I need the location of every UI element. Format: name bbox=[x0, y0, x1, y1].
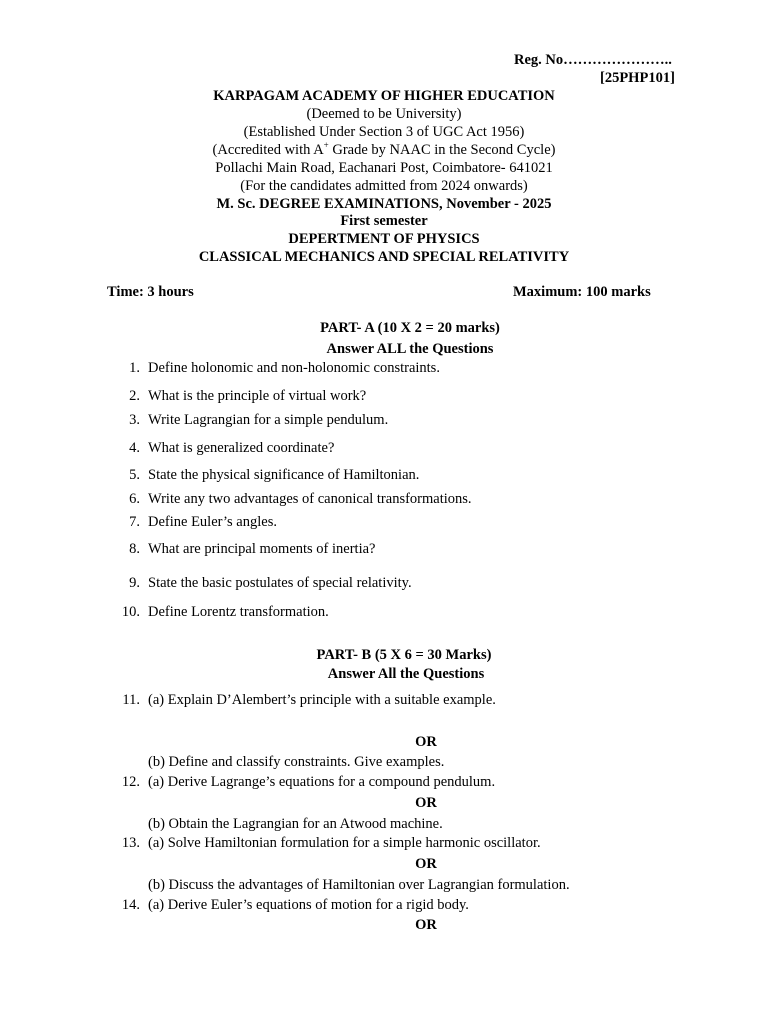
or-separator: OR bbox=[415, 795, 437, 811]
question-number: 14. bbox=[121, 897, 140, 913]
question-text: Define holonomic and non-holonomic constraints. bbox=[148, 360, 440, 376]
question-number: 6. bbox=[129, 491, 140, 507]
question-number: 4. bbox=[129, 440, 140, 456]
question-number: 8. bbox=[129, 541, 140, 557]
part-a-instruction: Answer ALL the Questions bbox=[326, 341, 494, 357]
part-a-title: PART- A (10 X 2 = 20 marks) bbox=[320, 320, 500, 336]
question-option-b: (b) Obtain the Lagrangian for an Atwood machine. bbox=[148, 816, 443, 832]
question-text: State the basic postulates of special relativity. bbox=[148, 575, 412, 591]
question-option-b: (b) Discuss the advantages of Hamiltonian over Lagrangian formulation. bbox=[148, 877, 570, 893]
question-text: Define Euler’s angles. bbox=[148, 514, 277, 530]
exam-max-marks: Maximum: 100 marks bbox=[513, 284, 651, 300]
question-text: What is the principle of virtual work? bbox=[148, 388, 367, 404]
question-text: Write any two advantages of canonical transformations. bbox=[148, 491, 472, 507]
reg-no: Reg. No………………….. bbox=[514, 52, 672, 68]
part-b-title: PART- B (5 X 6 = 30 Marks) bbox=[316, 647, 492, 663]
question-text: Write Lagrangian for a simple pendulum. bbox=[148, 412, 389, 428]
or-separator: OR bbox=[415, 856, 437, 872]
question-number: 1. bbox=[129, 360, 140, 376]
question-number: 13. bbox=[121, 835, 140, 851]
question-text: What are principal moments of inertia? bbox=[148, 541, 376, 557]
question-number: 12. bbox=[121, 774, 140, 790]
question-number: 11. bbox=[122, 692, 140, 708]
semester-line: First semester bbox=[340, 213, 428, 229]
department-line: DEPERTMENT OF PHYSICS bbox=[288, 231, 480, 247]
or-separator: OR bbox=[415, 917, 437, 933]
or-separator: OR bbox=[415, 734, 437, 750]
question-text: What is generalized coordinate? bbox=[148, 440, 335, 456]
question-number: 10. bbox=[121, 604, 140, 620]
question-option-a: (a) Derive Lagrange’s equations for a compound pendulum. bbox=[148, 774, 496, 790]
degree-line: M. Sc. DEGREE EXAMINATIONS, November - 2025 bbox=[216, 196, 552, 212]
paper-code: [25PHP101] bbox=[600, 70, 675, 86]
question-number: 7. bbox=[129, 514, 140, 530]
institution-name: KARPAGAM ACADEMY OF HIGHER EDUCATION bbox=[213, 88, 555, 104]
question-number: 9. bbox=[129, 575, 140, 591]
accreditation-line: (Accredited with A+ Grade by NAAC in the Second Cycle) bbox=[212, 140, 556, 158]
part-b-instruction: Answer All the Questions bbox=[327, 666, 485, 682]
question-number: 5. bbox=[129, 467, 140, 483]
question-number: 3. bbox=[129, 412, 140, 428]
question-option-a: (a) Solve Hamiltonian formulation for a simple harmonic oscillator. bbox=[148, 835, 541, 851]
subject-line: CLASSICAL MECHANICS AND SPECIAL RELATIVITY bbox=[198, 249, 570, 265]
address-line: Pollachi Main Road, Eachanari Post, Coimbatore- 641021 bbox=[215, 160, 553, 176]
deemed-line: (Deemed to be University) bbox=[306, 106, 462, 122]
question-option-a: (a) Explain D’Alembert’s principle with a suitable example. bbox=[148, 692, 496, 708]
established-line: (Established Under Section 3 of UGC Act 1956) bbox=[243, 124, 525, 140]
question-number: 2. bbox=[129, 388, 140, 404]
candidates-line: (For the candidates admitted from 2024 onwards) bbox=[240, 178, 528, 194]
exam-time: Time: 3 hours bbox=[107, 284, 194, 300]
question-option-a: (a) Derive Euler’s equations of motion for a rigid body. bbox=[148, 897, 469, 913]
question-option-b: (b) Define and classify constraints. Give examples. bbox=[148, 754, 445, 770]
question-text: State the physical significance of Hamiltonian. bbox=[148, 467, 420, 483]
question-text: Define Lorentz transformation. bbox=[148, 604, 329, 620]
